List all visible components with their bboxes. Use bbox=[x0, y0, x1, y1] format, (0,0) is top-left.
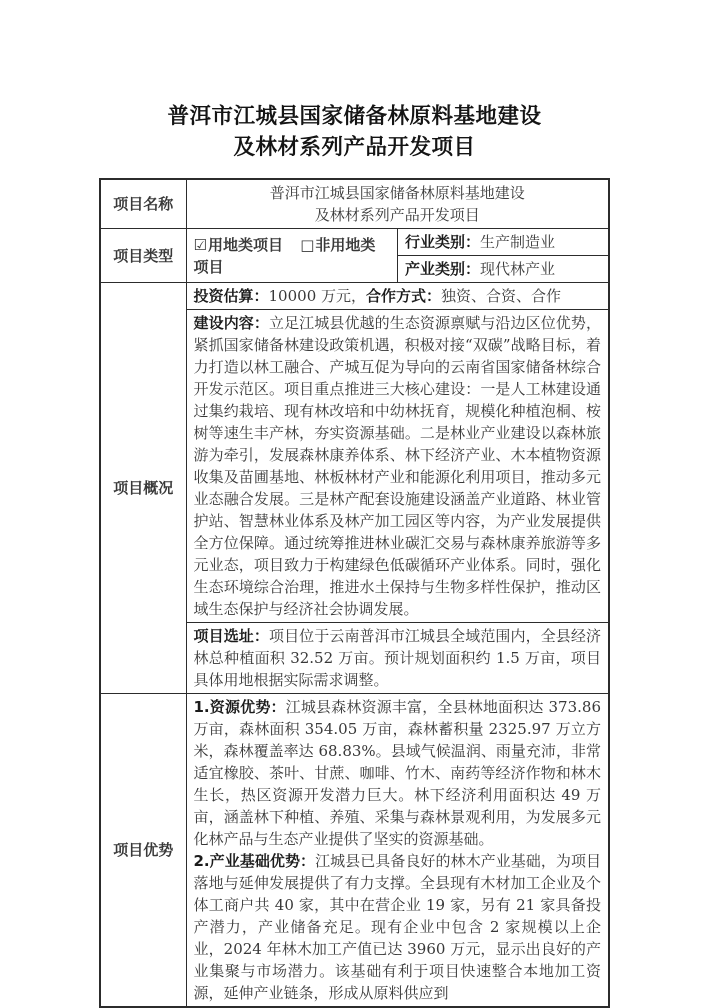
page-title-line2: 及林材系列产品开发项目 bbox=[233, 135, 476, 160]
table-row-project-type bbox=[100, 229, 609, 256]
investment-cell bbox=[186, 283, 609, 310]
project-advantages-cell bbox=[186, 694, 609, 1008]
project-location-label: 项目选址： bbox=[193, 627, 269, 645]
sector-category-value: 现代林产业 bbox=[480, 260, 556, 278]
page-title bbox=[99, 101, 610, 163]
checked-checkbox-icon: ☑ bbox=[193, 235, 207, 254]
construction-content-text: 立足江城县优越的生态资源禀赋与沿边区位优势，紧抓国家储备林建设政策机遇，积极对接“双碳”战略目标，着力打造以林工融合、产城互促为导向的云南省国家储备林综合开发示范区。项目重点推进三大核心建设：一是人工林建设通过集约栽培、现有林改培和中幼林抚育，规模化种植泡桐、桉树等速生丰产林，夯实资源基础。二是林业产业建设以森林旅游为牵引，发展森林康养体系、林下经济产业、木本植物资源收集及苗圃基地、林板林材产业和能源化利用项目，推动多元业态融合发展。三是林产配套设施建设涵盖产业道路、林业管护站、智慧林业体系及林产加工园区等内容，为产业发展提供全方位保障。通过统筹推进林业碳汇交易与森林康养旅游等多元业态，项目致力于构建绿色低碳循环产业体系。同时，强化生态环境综合治理，推进水土保持与生物多样性保护，推动区域生态保护与经济社会协调发展。 bbox=[193, 314, 601, 618]
table-row-overview-investment bbox=[100, 283, 609, 310]
project-name-label: 项目名称 bbox=[100, 179, 186, 229]
investment-estimate-value: 10000 万元， bbox=[268, 287, 367, 305]
industry-base-advantage-label: 2.产业基础优势： bbox=[193, 852, 316, 870]
non-land-project-option-label: 非用地类项目 bbox=[193, 235, 376, 276]
project-type-options bbox=[186, 229, 398, 283]
project-name-line2: 及林材系列产品开发项目 bbox=[314, 206, 480, 224]
project-advantages-label: 项目优势 bbox=[100, 694, 186, 1008]
cooperation-mode-value: 独资、合资、合作 bbox=[441, 287, 562, 305]
project-type-label: 项目类型 bbox=[100, 229, 186, 283]
project-location-text: 项目位于云南普洱市江城县全域范围内，全县经济林总种植面积 32.52 万亩。预计规划面积约 1.5 万亩，项目具体用地根据实际需求调整。 bbox=[193, 627, 601, 689]
table-row-project-name bbox=[100, 179, 609, 229]
resource-advantage-paragraph bbox=[194, 696, 602, 850]
industry-category-label: 行业类别： bbox=[405, 233, 481, 251]
unchecked-checkbox-icon: □ bbox=[300, 235, 315, 254]
investment-estimate-label: 投资估算： bbox=[193, 287, 269, 305]
project-location-cell bbox=[186, 623, 609, 694]
page-title-line1: 普洱市江城县国家储备林原料基地建设 bbox=[167, 104, 542, 129]
cooperation-mode-label: 合作方式： bbox=[366, 287, 442, 305]
land-project-option bbox=[194, 236, 283, 254]
industry-category-value: 生产制造业 bbox=[480, 233, 556, 251]
industry-category-cell bbox=[398, 229, 610, 256]
resource-advantage-label: 1.资源优势： bbox=[193, 698, 286, 716]
construction-content-cell bbox=[186, 310, 609, 623]
project-name-value bbox=[186, 179, 609, 229]
project-location-paragraph bbox=[194, 625, 602, 691]
project-overview-label: 项目概况 bbox=[100, 283, 186, 694]
land-project-option-label: 用地类项目 bbox=[207, 235, 283, 254]
sector-category-cell bbox=[398, 256, 610, 283]
sector-category-label: 产业类别： bbox=[405, 260, 481, 278]
project-info-table bbox=[99, 178, 610, 1008]
construction-content-paragraph bbox=[194, 312, 602, 620]
industry-base-advantage-paragraph bbox=[194, 850, 602, 1004]
table-row-advantages bbox=[100, 694, 609, 1008]
industry-base-advantage-text: 江城县已具备良好的林木产业基础，为项目落地与延伸发展提供了有力支撑。全县现有木材加工企业及个体工商户共 40 家，其中在营企业 19 家，另有 21 家具备投产潜力，产业储备充足。现有企业中包含 2 家规模以上企业，2024 年林木加工产值已达 3960 万元，显示出良好的产业集聚与市场潜力。该基础有利于项目快速整合本地加工资源，延伸产业链条，形成从原料供应到 bbox=[193, 852, 601, 1002]
project-name-line1: 普洱市江城县国家储备林原料基地建设 bbox=[269, 184, 525, 202]
resource-advantage-text: 江城县森林资源丰富，全县林地面积达 373.86 万亩，森林面积 354.05 万亩，森林蓄积量 2325.97 万立方米，森林覆盖率达 68.83%。县域气候温润、雨量充沛，非常适宜橡胶、茶叶、甘蔗、咖啡、竹木、南药等经济作物和林木生长，热区资源开发潜力巨大。林下经济利用面积达 49 万亩，涵盖林下种植、养殖、采集与森林景观利用，为发展多元化林产品与生态产业提供了坚实的资源基础。 bbox=[193, 698, 601, 848]
construction-content-label: 建设内容： bbox=[193, 314, 269, 332]
